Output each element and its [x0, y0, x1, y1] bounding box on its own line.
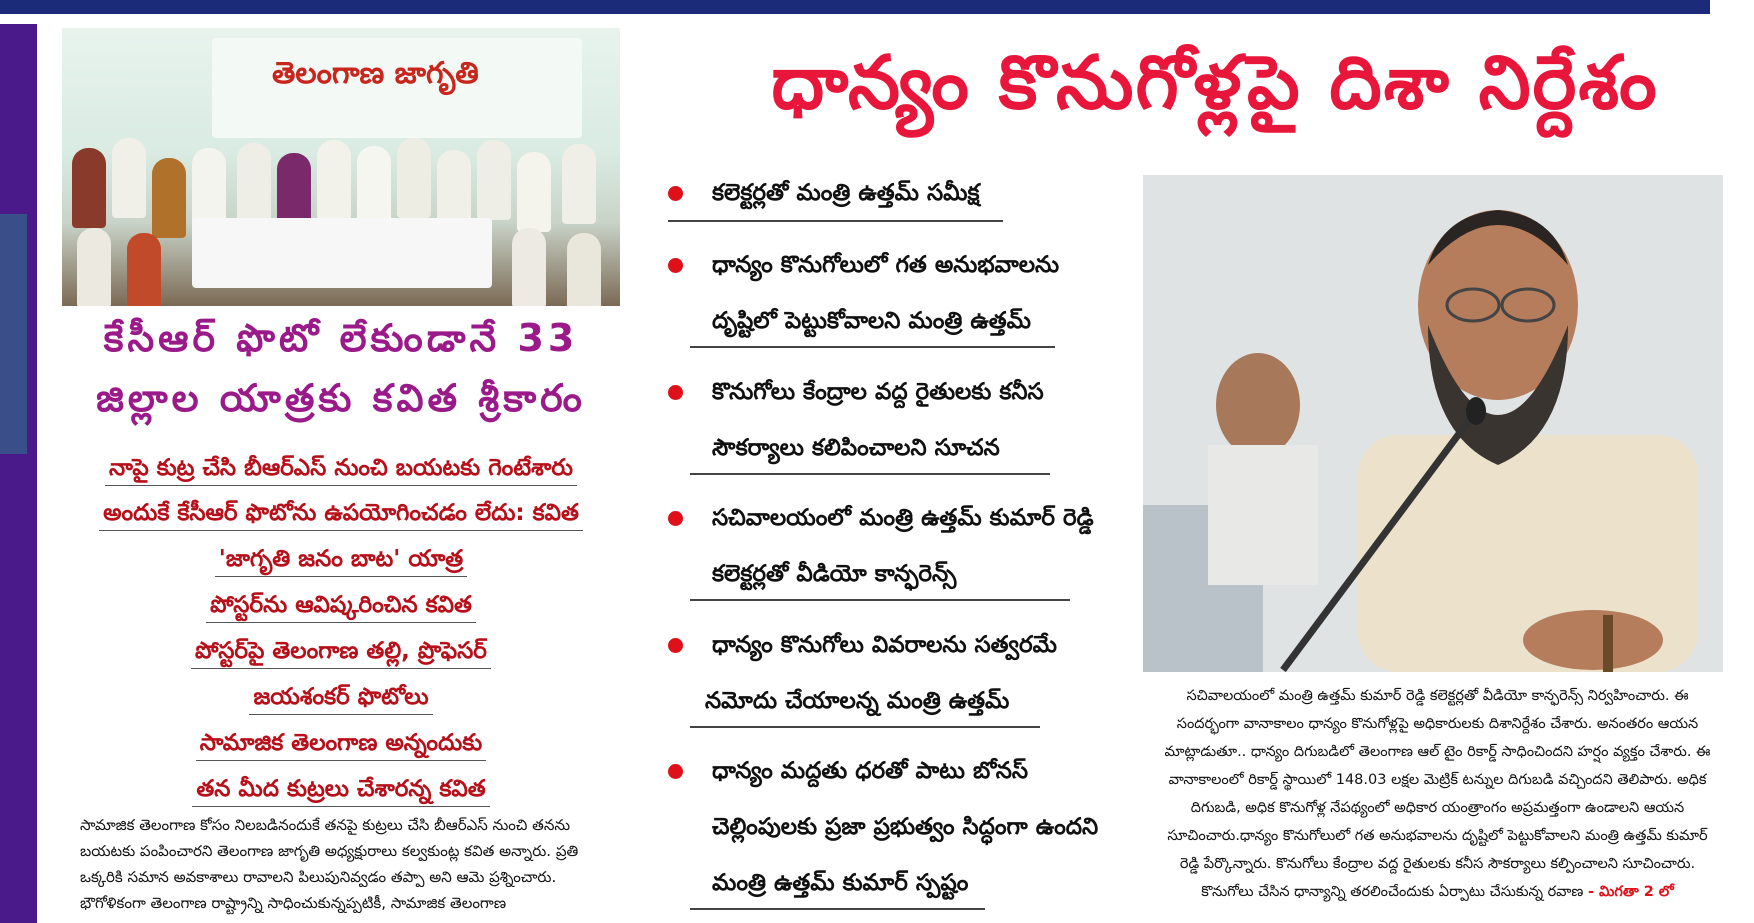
photo-banner: [212, 38, 582, 138]
sub-line: జయశంకర్ ఫొటోలు: [62, 684, 620, 716]
left-headline-line2: జిల్లాల యాత్రకు కవిత శ్రీకారం: [96, 376, 586, 420]
bullet-dot: [668, 258, 683, 273]
kavitha-event-photo: [62, 28, 620, 306]
continued-marker[interactable]: - మిగతా 2 లో: [1587, 884, 1674, 900]
minister-illustration: [1143, 175, 1723, 672]
sub-line: నాపై కుట్ర చేసి బీఆర్ఎస్ నుంచి బయటకు గెంటేశారు: [62, 455, 620, 487]
bullet-line: మంత్రి ఉత్తమ్ కుమార్ స్పష్టం: [712, 870, 969, 896]
dais-table: [192, 218, 492, 288]
bullet-underline: [668, 220, 1003, 222]
bullet-line: కలెక్టర్లతో వీడియో కాన్ఫరెన్స్: [712, 561, 957, 587]
minister-photo: [1143, 175, 1723, 672]
bullet-line: నమోదు చేయాలన్న మంత్రి ఉత్తమ్: [705, 688, 1010, 714]
main-headline: ధాన్యం కొనుగోళ్లపై దిశా నిర్దేశం: [771, 40, 1659, 126]
bullet-underline: [690, 473, 1050, 475]
bullet-line: ధాన్యం కొనుగోలులో గత అనుభవాలను: [712, 252, 1060, 278]
bullet-dot: [668, 186, 683, 201]
photo-banner-text: తెలంగాణ జాగృతి: [272, 56, 479, 91]
bullet-line: ధాన్యం కొనుగోలు వివరాలను సత్వరమే: [712, 632, 1057, 658]
bullet-line: కలెక్టర్లతో మంత్రి ఉత్తమ్ సమీక్ష: [712, 180, 980, 206]
bullet-underline: [690, 599, 1070, 601]
sub-line: 'జాగృతి జనం బాట' యాత్ర: [62, 546, 620, 578]
bullet-line: ధాన్యం మద్దతు ధరతో పాటు బోనస్: [712, 758, 1029, 784]
bullet-line: చెల్లింపులకు ప్రజా ప్రభుత్వం సిద్ధంగా ఉందని: [712, 814, 1099, 840]
bullet-underline: [690, 908, 985, 910]
bullet-line: సౌకర్యాలు కలిపించాలని సూచన: [712, 435, 1000, 461]
left-edge-strip: [0, 24, 37, 923]
bullet-underline: [690, 726, 1040, 728]
sub-line: తన మీద కుట్రలు చేశారన్న కవిత: [62, 776, 620, 808]
left-article-body: సామాజిక తెలంగాణ కోసం నిలబడినందుకే తనపై కుట్రలు చేసి బీఆర్ఎస్ నుంచి తనను బయటకు పంపించారని తెలంగాణ జాగృతి అధ్యక్షురాలు కల్వకుంట్ల కవిత అన్నారు. ప్రతి ఒక్కరికి సమాన అవకాశాలు రావాలని పిలుపునివ్వడం తప్పా అని ఆమె ప్రశ్నించారు. భౌగోళికంగా తెలంగాణ రాష్ట్రాన్ని సాధించుకున్నప్పటికీ, సామాజిక తెలంగాణ: [80, 816, 579, 912]
bullet-underline: [690, 346, 1055, 348]
bullet-dot: [668, 385, 683, 400]
sub-line: అందుకే కేసీఆర్ ఫొటోను ఉపయోగించడం లేదు: కవిత: [62, 500, 620, 532]
bullet-line: సచివాలయంలో మంత్రి ఉత్తమ్ కుమార్ రెడ్డి: [712, 505, 1094, 531]
bullet-line: దృష్టిలో పెట్టుకోవాలని మంత్రి ఉత్తమ్: [712, 308, 1031, 334]
sub-line: పోస్టర్‌పై తెలంగాణ తల్లి, ప్రొఫెసర్: [62, 638, 620, 670]
caption-text: సచివాలయంలో మంత్రి ఉత్తమ్ కుమార్ రెడ్డి కలెక్టర్లతో వీడియో కాన్ఫరెన్స్ నిర్వహించారు. ఈ సందర్భంగా వానాకాలం ధాన్యం కొనుగోళ్లపై అధికారులకు దిశానిర్దేశం చేశారు. అనంతరం ఆయన మాట్లాడుతూ.. ధాన్యం దిగుబడిలో తెలంగాణ ఆల్ టైం రికార్డ్ సాధించిందని హర్షం వ్యక్తం చేశారు. ఈ వానాకాలంలో రికార్డ్ స్థాయిలో 148.03 లక్షల మెట్రిక్ టన్నుల దిగుబడి వచ్చిందని తెలిపారు. అధిక దిగుబడి, అధిక కొనుగోళ్ల నేపథ్యంలో అధికార యంత్రాంగం అప్రమత్తంగా ఉండాలని ఆయన సూచించారు.ధాన్యం కొనుగోలులో గత అనుభవాలను దృష్టిలో పెట్టుకోవాలని మంత్రి ఉత్తమ్ కుమార్ రెడ్డి పేర్కొన్నారు. కొనుగోలు కేంద్రాల వద్ద రైతులకు కనీస సౌకర్యాలు కల్పించాలని సూచించారు. కొనుగోలు చేసిన ధాన్యాన్ని తరలించేందుకు ఏర్పాటు చేసుకున్న రవాణ: [1164, 688, 1711, 900]
bullet-dot: [668, 511, 683, 526]
sub-line: సామాజిక తెలంగాణ అన్నందుకు: [62, 730, 620, 762]
photo-caption: [1160, 682, 1715, 906]
sub-line: పోస్టర్‌ను ఆవిష్కరించిన కవిత: [62, 592, 620, 624]
bullet-line: కొనుగోలు కేంద్రాల వద్ద రైతులకు కనీస: [712, 379, 1044, 405]
bullet-dot: [668, 764, 683, 779]
left-strip-photo: [0, 214, 27, 454]
top-bar: [0, 0, 1710, 14]
left-headline-line1: కేసీఆర్ ఫొటో లేకుండానే 33: [103, 316, 579, 360]
bullet-dot: [668, 638, 683, 653]
